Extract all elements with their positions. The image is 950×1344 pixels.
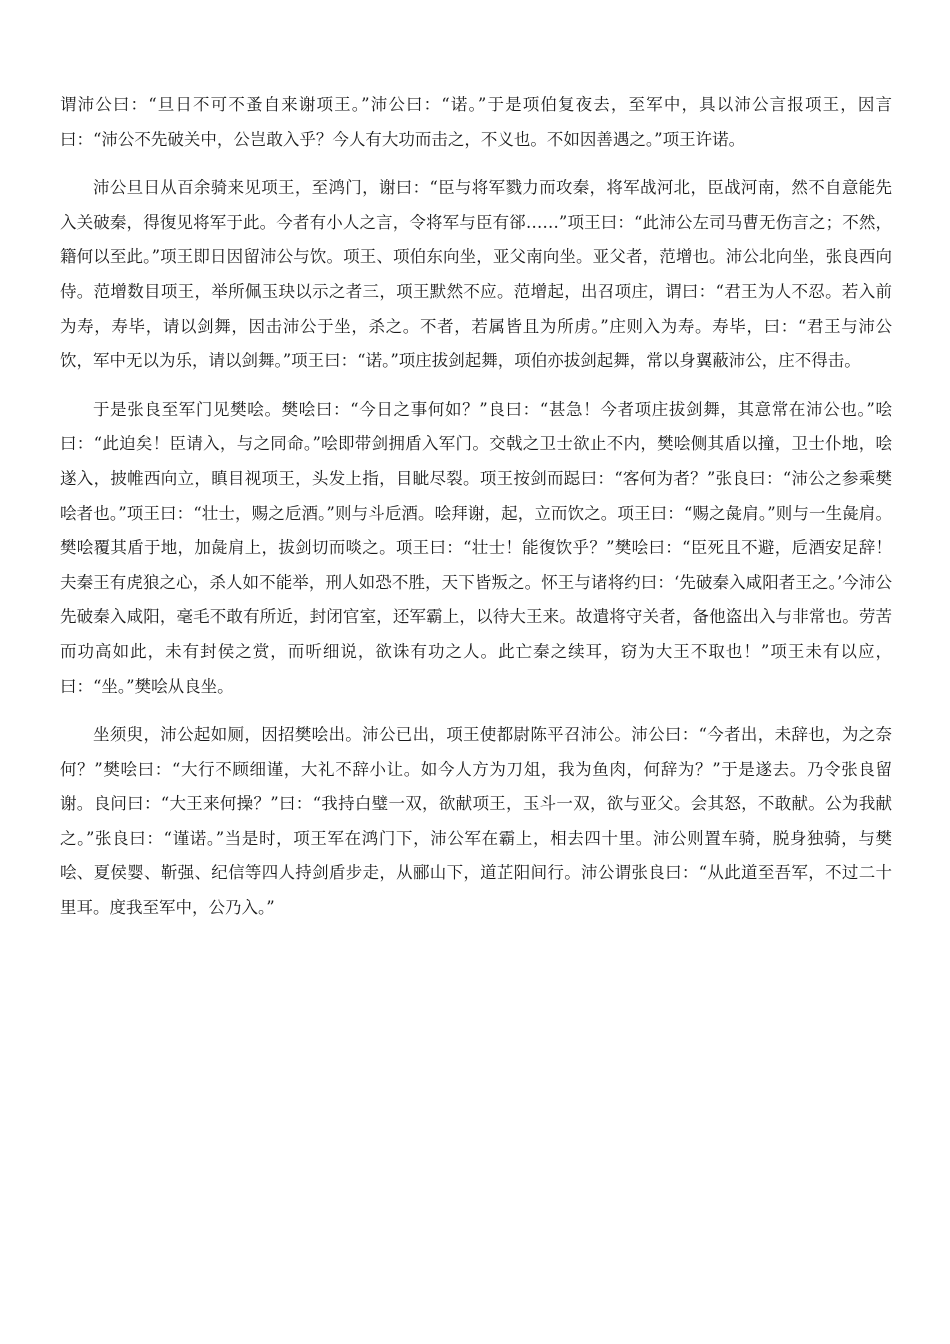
paragraph-3: 于是张良至军门见樊哙。樊哙曰：“今日之事何如？”良曰：“甚急！今者项庄拔剑舞，其意常在沛公也。”哙曰：“此迫矣！臣请入，与之同命。”哙即带剑拥盾入军门。交戟之卫士欲止不内，樊哙侧其盾以撞，卫士仆地，哙遂入，披帷西向立，瞋目视项王，头发上指，目眦尽裂。项王按剑而跽曰：“客何为者？”张良曰：“沛公之参乘樊哙者也。”项王曰：“壮士，赐之卮酒。”则与斗卮酒。哙拜谢，起，立而饮之。项王曰：“赐之彘肩。”则与一生彘肩。樊哙覆其盾于地，加彘肩上，拔剑切而啖之。项王曰：“壮士！能復饮乎？”樊哙曰：“臣死且不避，卮酒安足辞！夫秦王有虎狼之心，杀人如不能举，刑人如恐不胜，天下皆叛之。怀王与诸将约曰：‘先破秦入咸阳者王之。’今沛公先破秦入咸阳，毫毛不敢有所近，封闭官室，还军霸上，以待大王来。故遣将守关者，备他盗出入与非常也。劳苦而功高如此，未有封侯之赏，而听细说，欲诛有功之人。此亡秦之续耳，窃为大王不取也！”项王未有以应，曰：“坐。”樊哙从良坐。	[60, 399, 892, 696]
document-page	[60, 88, 892, 926]
paragraph-2: 沛公旦日从百余骑来见项王，至鸿门，谢曰：“臣与将军戮力而攻秦，将军战河北，臣战河南，然不自意能先入关破秦，得復见将军于此。今者有小人之言，令将军与臣有郤……”项王曰：“此沛公左司马曹无伤言之；不然，籍何以至此。”项王即日因留沛公与饮。项王、项伯东向坐，亚父南向坐。亚父者，范增也。沛公北向坐，张良西向侍。范增数目项王，举所佩玉玦以示之者三，项王默然不应。范增起，出召项庄，谓曰：“君王为人不忍。若入前为寿，寿毕，请以剑舞，因击沛公于坐，杀之。不者，若属皆且为所虏。”庄则入为寿。寿毕，曰：“君王与沛公饮，军中无以为乐，请以剑舞。”项王曰：“诺。”项庄拔剑起舞，项伯亦拔剑起舞，常以身翼蔽沛公，庄不得击。	[60, 178, 892, 371]
paragraph-4: 坐须臾，沛公起如厕，因招樊哙出。沛公已出，项王使都尉陈平召沛公。沛公曰：“今者出，未辞也，为之奈何？”樊哙曰：“大行不顾细谨，大礼不辞小让。如今人方为刀俎，我为鱼肉，何辞为？”于是遂去。乃令张良留谢。良问曰：“大王来何操？”曰：“我持白璧一双，欲献项王，玉斗一双，欲与亚父。会其怒，不敢献。公为我献之。”张良曰：“谨诺。”当是时，项王军在鸿门下，沛公军在霸上，相去四十里。沛公则置车骑，脱身独骑，与樊哙、夏侯婴、靳强、纪信等四人持剑盾步走，从郦山下，道芷阳间行。沛公谓张良曰：“从此道至吾军，不过二十里耳。度我至军中，公乃入。”	[60, 725, 892, 918]
paragraph-1: 谓沛公曰：“旦日不可不蚤自来谢项王。”沛公曰：“诺。”于是项伯复夜去，至军中，具以沛公言报项王，因言曰：“沛公不先破关中，公岂敢入乎？今人有大功而击之，不义也。不如因善遇之。”项王许诺。	[60, 95, 892, 149]
